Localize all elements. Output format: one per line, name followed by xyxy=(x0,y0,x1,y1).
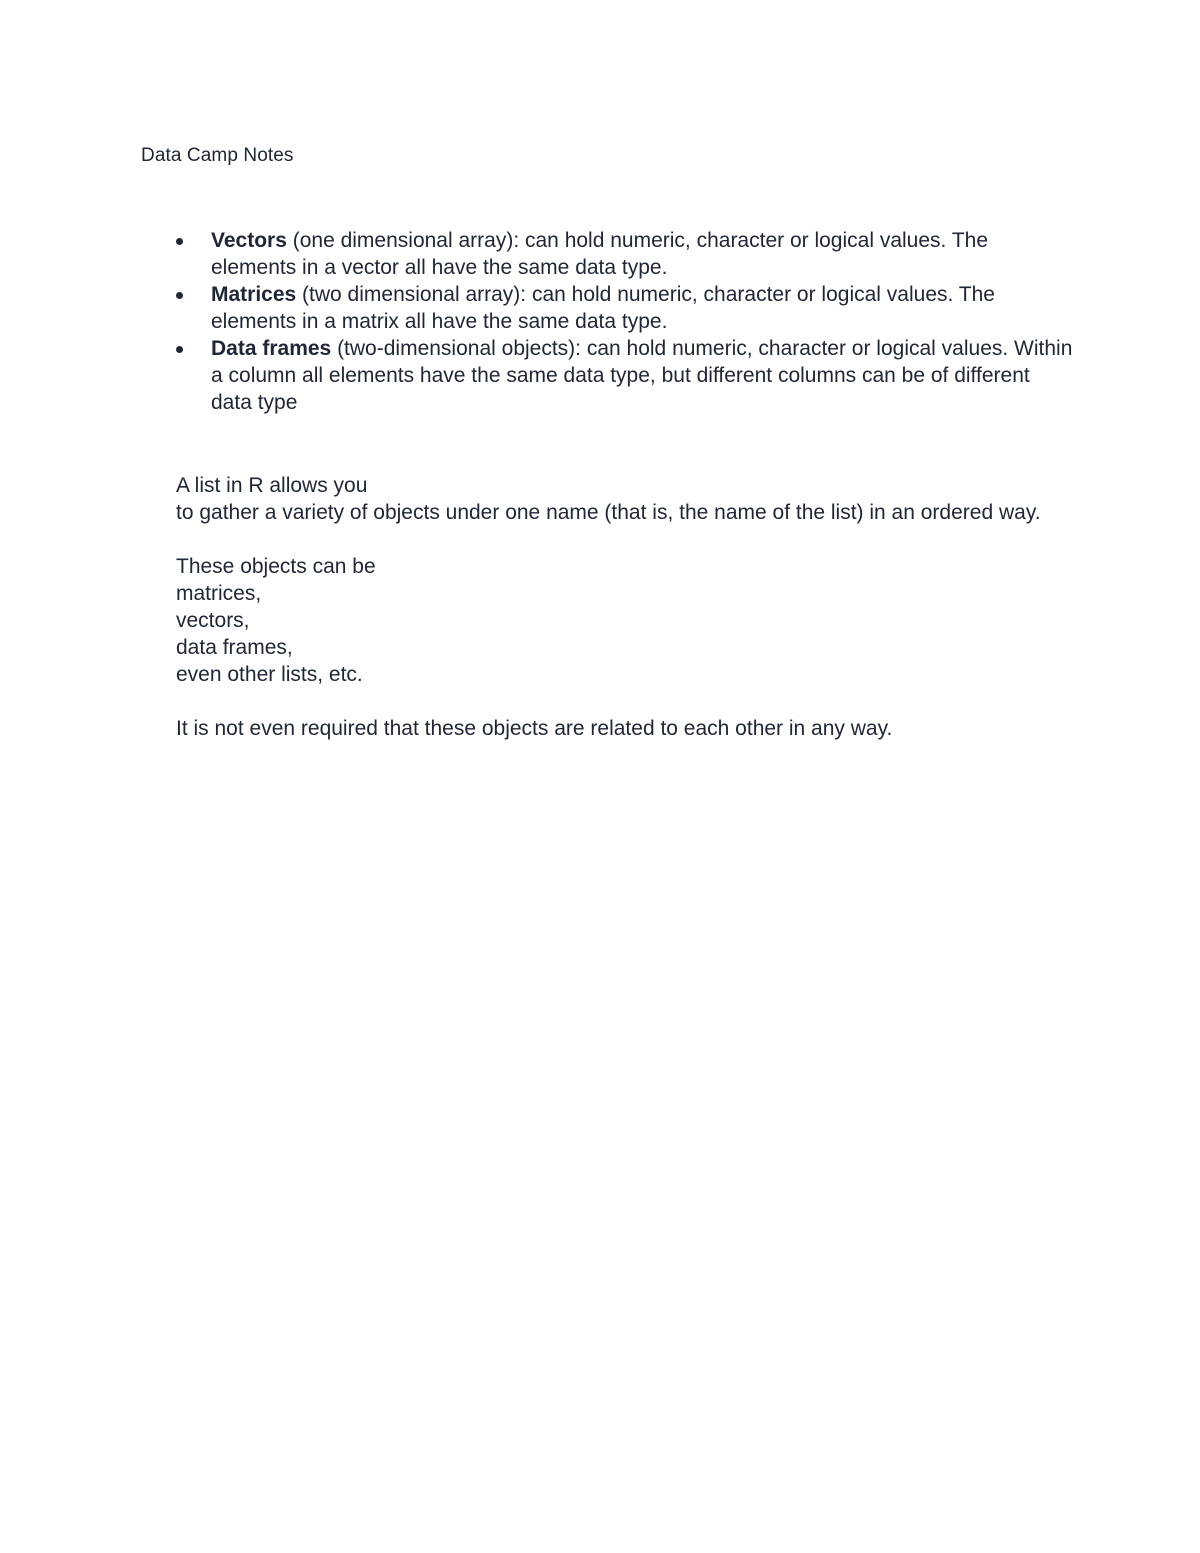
term-matrices: Matrices xyxy=(211,283,297,306)
objects-intro: These objects can be xyxy=(176,555,376,578)
object-item: vectors, xyxy=(176,609,250,632)
list-item-data-frames xyxy=(176,335,1076,416)
body-text xyxy=(176,472,1076,742)
paragraph-gap xyxy=(176,688,1076,715)
description-matrices: (two dimensional array): can hold numeric, character or logical values. The elements in a matrix all have the same data type. xyxy=(211,283,995,333)
bullet-icon xyxy=(176,346,183,353)
list-item-matrices xyxy=(176,281,1076,335)
closing-sentence: It is not even required that these objects are related to each other in any way. xyxy=(176,717,893,740)
bullet-icon xyxy=(176,292,183,299)
object-item: matrices, xyxy=(176,582,262,605)
object-item: data frames, xyxy=(176,636,293,659)
term-data-frames: Data frames xyxy=(211,337,332,360)
description-data-frames: (two-dimensional objects): can hold numeric, character or logical values. Within a column all elements have the same data type, but different columns can be of different data type xyxy=(211,337,1073,414)
bullet-icon xyxy=(176,238,183,245)
list-intro-line-2: to gather a variety of objects under one name (that is, the name of the list) in an ordered way. xyxy=(176,501,1041,524)
object-item: even other lists, etc. xyxy=(176,663,363,686)
list-item-vectors xyxy=(176,227,1076,281)
paragraph-gap xyxy=(176,526,1076,553)
description-vectors: (one dimensional array): can hold numeric, character or logical values. The elements in a vector all have the same data type. xyxy=(211,229,989,279)
list-intro-line-1: A list in R allows you xyxy=(176,474,368,497)
page-title: Data Camp Notes xyxy=(141,145,294,166)
term-vectors: Vectors xyxy=(211,229,287,252)
data-structures-list xyxy=(176,227,1076,416)
